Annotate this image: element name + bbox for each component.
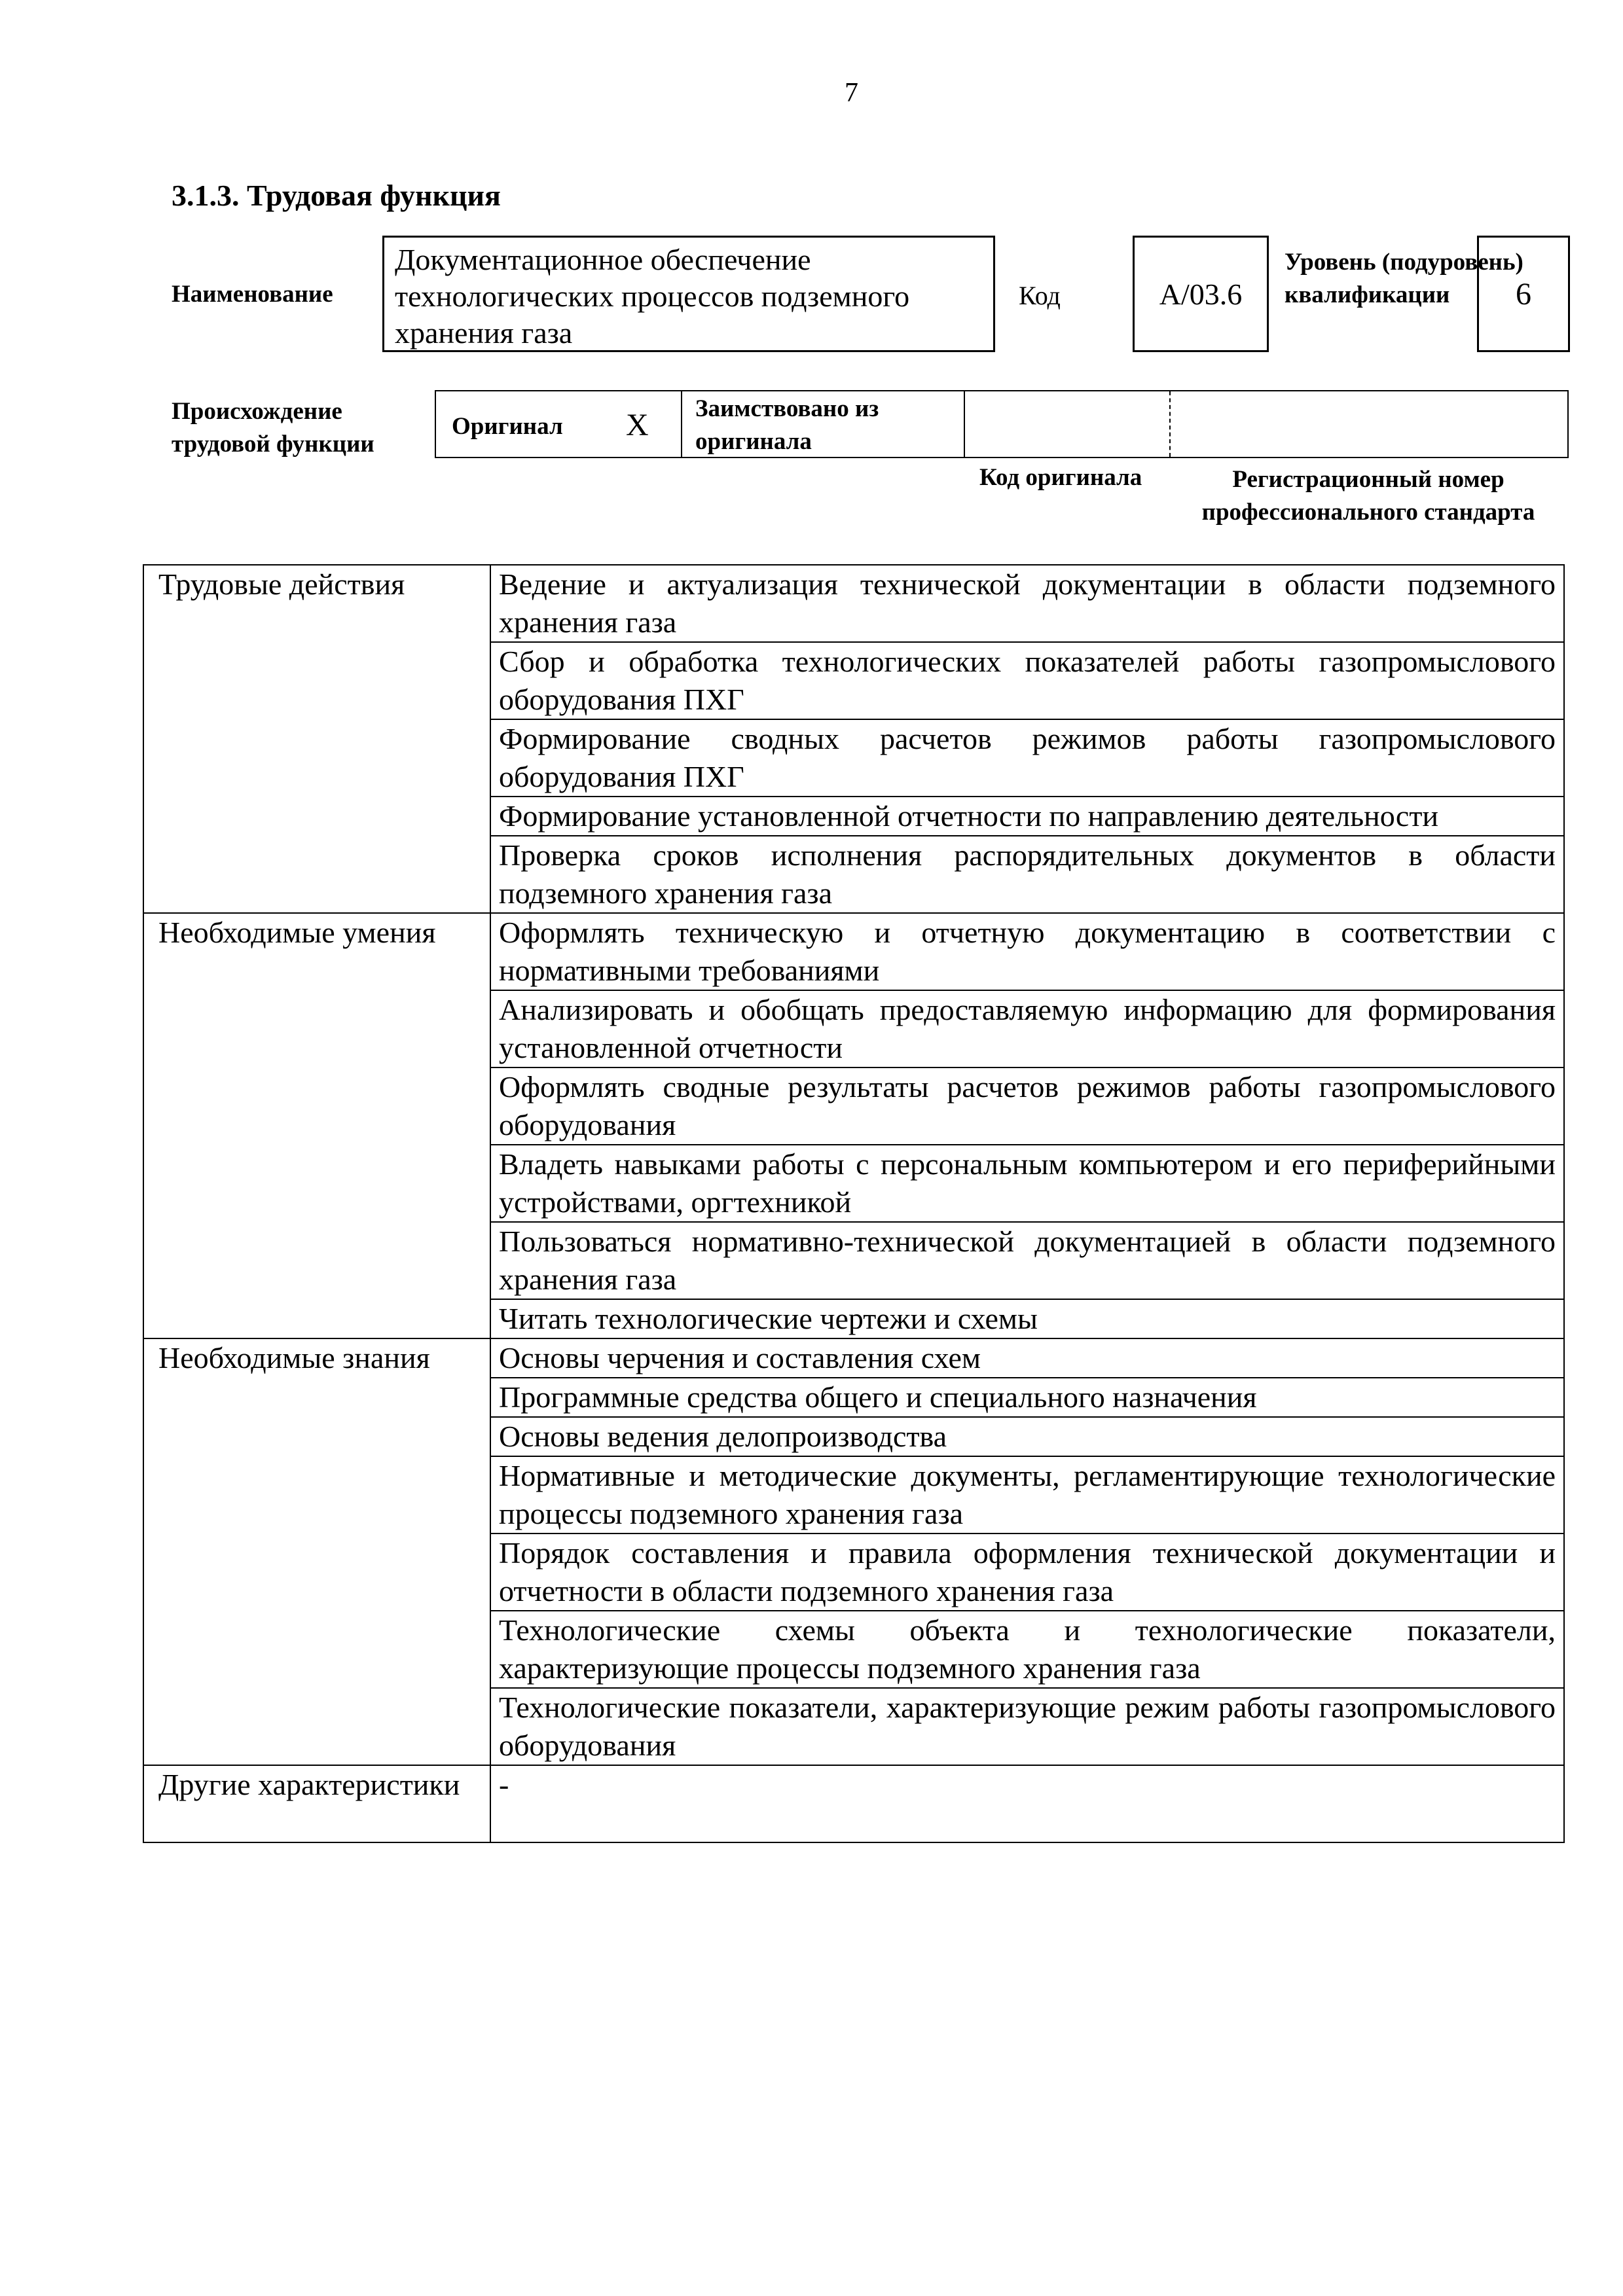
skills-item: Оформлять техническую и отчетную документацию в соответствии с нормативными требованиями [490, 913, 1564, 990]
knowledge-item: Технологические показатели, характеризующие режим работы газопромыслового оборудования [490, 1688, 1564, 1765]
skills-item: Оформлять сводные результаты расчетов режимов работы газопромыслового оборудования [490, 1067, 1564, 1145]
level-label-text: Уровень (подуровень) квалификации [1285, 249, 1523, 308]
skills-item: Анализировать и обобщать предоставляемую информацию для формирования установленной отчетности [490, 990, 1564, 1067]
knowledge-item: Программные средства общего и специального назначения [490, 1378, 1564, 1417]
knowledge-item: Технологические схемы объекта и технологические показатели, характеризующие процессы подземного хранения газа [490, 1611, 1564, 1688]
registration-number-cell [1171, 391, 1567, 457]
actions-item: Ведение и актуализация технической документации в области подземного хранения газа [490, 565, 1564, 642]
page-number: 7 [845, 78, 858, 108]
original-label: Оригинал [452, 413, 563, 440]
function-table [143, 564, 1565, 1843]
other-value: - [490, 1765, 1564, 1842]
origin-original-cell [436, 391, 682, 457]
level-label [1285, 246, 1623, 312]
actions-item: Сбор и обработка технологических показателей работы газопромыслового оборудования ПХГ [490, 642, 1564, 719]
actions-label: Трудовые действия [143, 565, 490, 913]
name-label: Наименование [172, 281, 333, 308]
registration-number-caption: Регистрационный номер профессионального стандарта [1201, 466, 1535, 526]
table-row [143, 1765, 1564, 1842]
knowledge-item: Порядок составления и правила оформления технической документации и отчетности в области подземного хранения газа [490, 1534, 1564, 1611]
function-name-value: Документационное обеспечение технологических процессов подземного хранения газа [382, 236, 995, 352]
code-label: Код [1019, 281, 1061, 310]
skills-item: Пользоваться нормативно-технической документацией в области подземного хранения газа [490, 1222, 1564, 1299]
skills-label: Необходимые умения [143, 913, 490, 1338]
origin-table [435, 390, 1569, 458]
knowledge-label: Необходимые знания [143, 1338, 490, 1765]
actions-item: Проверка сроков исполнения распорядительных документов в области подземного хранения газа [490, 836, 1564, 913]
original-code-caption: Код оригинала [979, 464, 1142, 491]
original-code-cell [965, 391, 1171, 457]
knowledge-item: Основы черчения и составления схем [490, 1338, 1564, 1378]
knowledge-item: Нормативные и методические документы, регламентирующие технологические процессы подземного хранения газа [490, 1456, 1564, 1534]
knowledge-item: Основы ведения делопроизводства [490, 1417, 1564, 1456]
skills-item: Читать технологические чертежи и схемы [490, 1299, 1564, 1338]
actions-item: Формирование установленной отчетности по направлению деятельности [490, 797, 1564, 836]
code-value: A/03.6 [1133, 236, 1269, 352]
level-value: 6 [1477, 236, 1570, 352]
table-row [143, 565, 1564, 642]
origin-label [172, 395, 407, 461]
actions-item: Формирование сводных расчетов режимов работы газопромыслового оборудования ПХГ [490, 719, 1564, 797]
section-heading: 3.1.3. Трудовая функция [172, 179, 501, 212]
original-mark: X [626, 408, 649, 442]
origin-label-text: Происхождение трудовой функции [172, 398, 374, 457]
borrowed-label: Заимствовано из оригинала [682, 391, 965, 457]
table-row [143, 1338, 1564, 1378]
table-row [143, 913, 1564, 990]
other-label: Другие характеристики [143, 1765, 490, 1842]
skills-item: Владеть навыками работы с персональным компьютером и его периферийными устройствами, оргтехникой [490, 1145, 1564, 1222]
